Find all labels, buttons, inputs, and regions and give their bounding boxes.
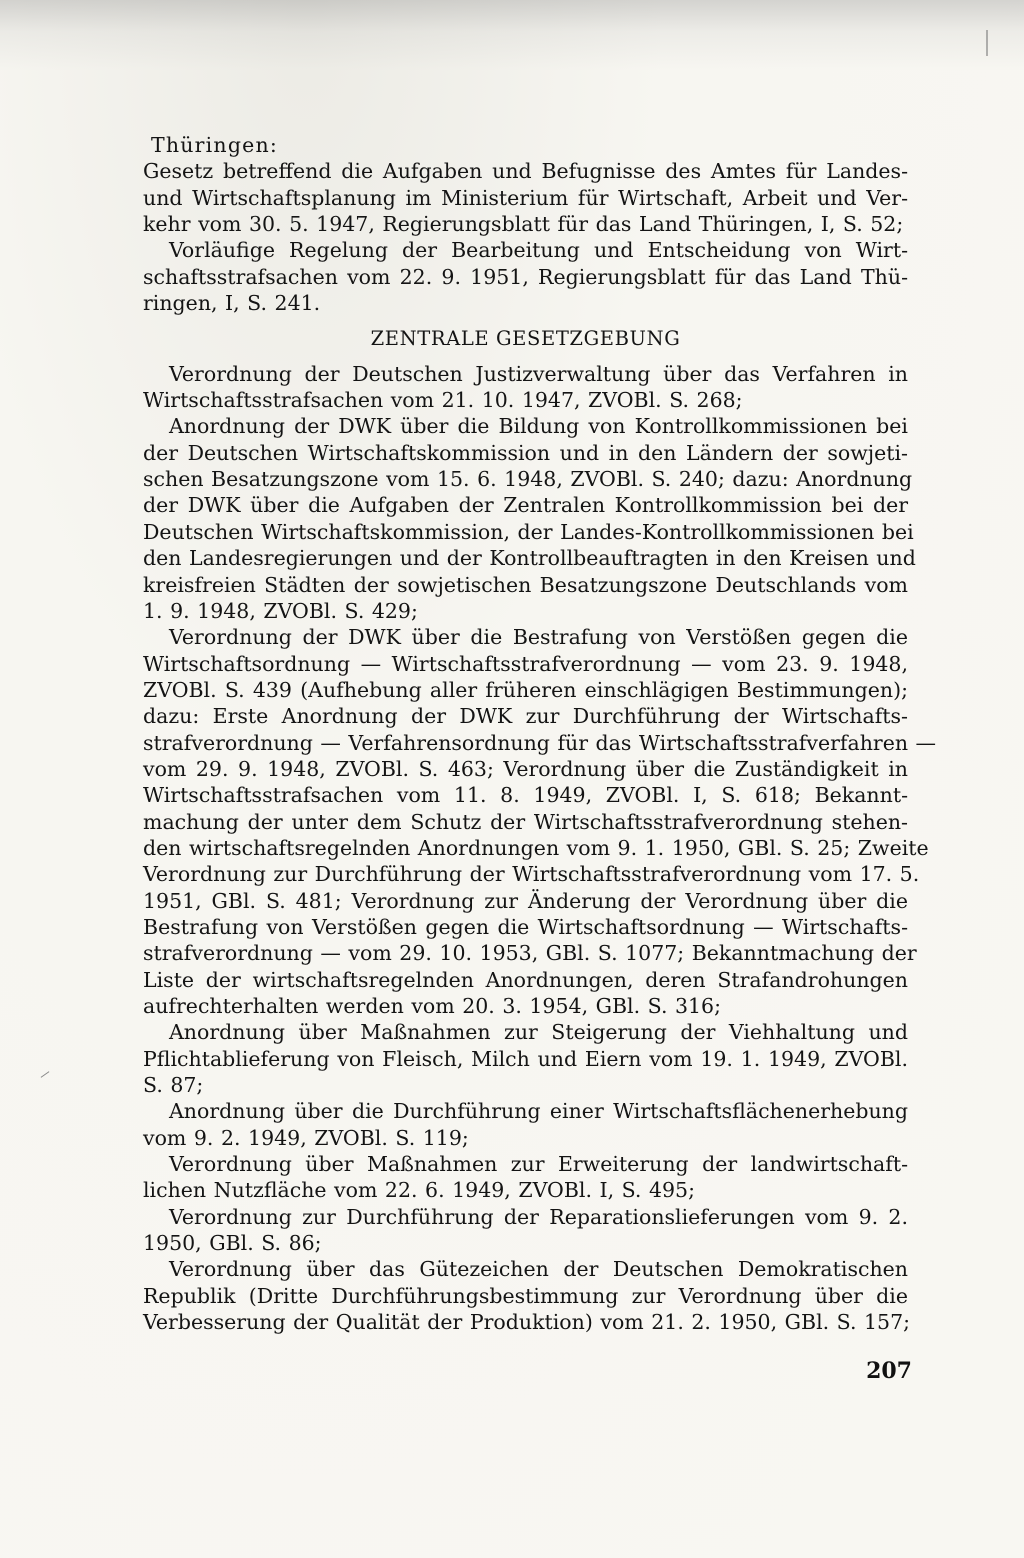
text-line: Verordnung zur Durchführung der Wirtschaftsstrafverordnung vom 17. 5. — [143, 862, 920, 887]
law-entry — [143, 1256, 911, 1335]
text-line: Bestrafung von Verstößen gegen die Wirtschaftsordnung — Wirtschafts- — [143, 914, 908, 939]
law-entry — [143, 1098, 908, 1151]
text-line: 1. 9. 1948, ZVOBl. S. 429; — [143, 598, 418, 623]
text-line: Liste der wirtschaftsregelnden Anordnungen, deren Strafandrohungen — [143, 967, 908, 992]
page-text — [143, 120, 937, 1335]
text-line: Verordnung der Deutschen Justizverwaltung über das Verfahren in — [169, 361, 908, 386]
law-entry — [143, 361, 908, 414]
scan-speck — [41, 1071, 50, 1078]
law-entry — [143, 1151, 908, 1204]
scan-mark — [986, 30, 988, 56]
text-line: Wirtschaftsstrafsachen vom 11. 8. 1949, ZVOBl. I, S. 618; Bekannt- — [143, 783, 908, 808]
text-line: Wirtschaftsstrafsachen vom 21. 10. 1947, ZVOBl. S. 268; — [143, 388, 743, 413]
law-entry — [143, 237, 908, 316]
text-line: kreisfreien Städten der sowjetischen Besatzungszone Deutschlands vom — [143, 572, 908, 597]
text-line: Verordnung der DWK über die Bestrafung von Verstößen gegen die — [169, 625, 908, 650]
text-line: Pflichtablieferung von Fleisch, Milch und Eiern vom 19. 1. 1949, ZVOBl. — [143, 1046, 908, 1071]
text-line: vom 9. 2. 1949, ZVOBl. S. 119; — [143, 1125, 469, 1150]
text-line: machung der unter dem Schutz der Wirtschaftsstrafverordnung stehen- — [143, 809, 908, 834]
text-line: ZVOBl. S. 439 (Aufhebung aller früheren einschlägigen Bestimmungen); — [143, 677, 908, 702]
text-line: Verordnung über Maßnahmen zur Erweiterung der landwirtschaft- — [169, 1152, 908, 1177]
text-line: ringen, I, S. 241. — [143, 291, 321, 316]
text-line: Vorläufige Regelung der Bearbeitung und Entscheidung von Wirt- — [169, 238, 908, 263]
thueringen-section — [143, 158, 908, 316]
text-line: Wirtschaftsordnung — Wirtschaftsstrafverordnung — vom 23. 9. 1948, — [143, 651, 908, 676]
text-line: kehr vom 30. 5. 1947, Regierungsblatt für das Land Thüringen, I, S. 52; — [143, 212, 904, 237]
text-line: schen Besatzungszone vom 15. 6. 1948, ZVOBl. S. 240; dazu: Anordnung — [143, 467, 913, 492]
law-entry — [143, 158, 908, 237]
text-line: Verordnung zur Durchführung der Reparationslieferungen vom 9. 2. — [169, 1204, 908, 1229]
text-line: schaftsstrafsachen vom 22. 9. 1951, Regierungsblatt für das Land Thü- — [143, 264, 908, 289]
page-number: 207 — [866, 1358, 912, 1384]
text-line: strafverordnung — Verfahrensordnung für das Wirtschaftsstrafverfahren — — [143, 730, 937, 755]
text-line: Anordnung über die Durchführung einer Wirtschaftsflächenerhebung — [169, 1099, 908, 1124]
text-line: dazu: Erste Anordnung der DWK zur Durchführung der Wirtschafts- — [143, 704, 908, 729]
law-entry — [143, 1019, 908, 1098]
text-line: den wirtschaftsregelnden Anordnungen vom 9. 1. 1950, GBl. S. 25; Zweite — [143, 835, 929, 860]
law-entry — [143, 1204, 908, 1257]
text-line: vom 29. 9. 1948, ZVOBl. S. 463; Verordnung über die Zuständigkeit in — [143, 756, 908, 781]
section-region-label: Thüringen: — [151, 133, 279, 157]
text-line: 1950, GBl. S. 86; — [143, 1231, 322, 1256]
text-line: lichen Nutzfläche vom 22. 6. 1949, ZVOBl. I, S. 495; — [143, 1178, 695, 1203]
law-entry — [143, 413, 916, 624]
text-line: Verbesserung der Qualität der Produktion) vom 21. 2. 1950, GBl. S. 157; — [143, 1310, 911, 1335]
text-line: aufrechterhalten werden vom 20. 3. 1954, GBl. S. 316; — [143, 994, 722, 1018]
text-line: und Wirtschaftsplanung im Ministerium für Wirtschaft, Arbeit und Ver- — [143, 185, 908, 210]
text-line: den Landesregierungen und der Kontrollbeauftragten in den Kreisen und — [143, 546, 916, 571]
text-line: Verordnung über das Gütezeichen der Deutschen Demokratischen — [169, 1257, 908, 1282]
text-line: der Deutschen Wirtschaftskommission und in den Ländern der sowjeti- — [143, 440, 908, 465]
text-line: strafverordnung — vom 29. 10. 1953, GBl. S. 1077; Bekanntmachung der — [143, 941, 917, 966]
text-line: 1951, GBl. S. 481; Verordnung zur Änderung der Verordnung über die — [143, 888, 908, 913]
zentral-section — [143, 361, 937, 1336]
text-line: S. 87; — [143, 1073, 204, 1098]
law-entry — [143, 624, 937, 1019]
text-line: Deutschen Wirtschaftskommission, der Landes-Kontrollkommissionen bei — [143, 519, 914, 544]
section-heading: ZENTRALE GESETZGEBUNG — [370, 327, 681, 351]
text-line: Gesetz betreffend die Aufgaben und Befugnisse des Amtes für Landes- — [143, 159, 908, 184]
text-line: Anordnung der DWK über die Bildung von Kontrollkommissionen bei — [169, 414, 908, 439]
text-line: Republik (Dritte Durchführungsbestimmung zur Verordnung über die — [143, 1283, 908, 1308]
scan-shadow — [0, 0, 1024, 70]
text-line: der DWK über die Aufgaben der Zentralen Kontrollkommission bei der — [143, 493, 908, 518]
text-line: Anordnung über Maßnahmen zur Steigerung der Viehhaltung und — [169, 1020, 908, 1045]
